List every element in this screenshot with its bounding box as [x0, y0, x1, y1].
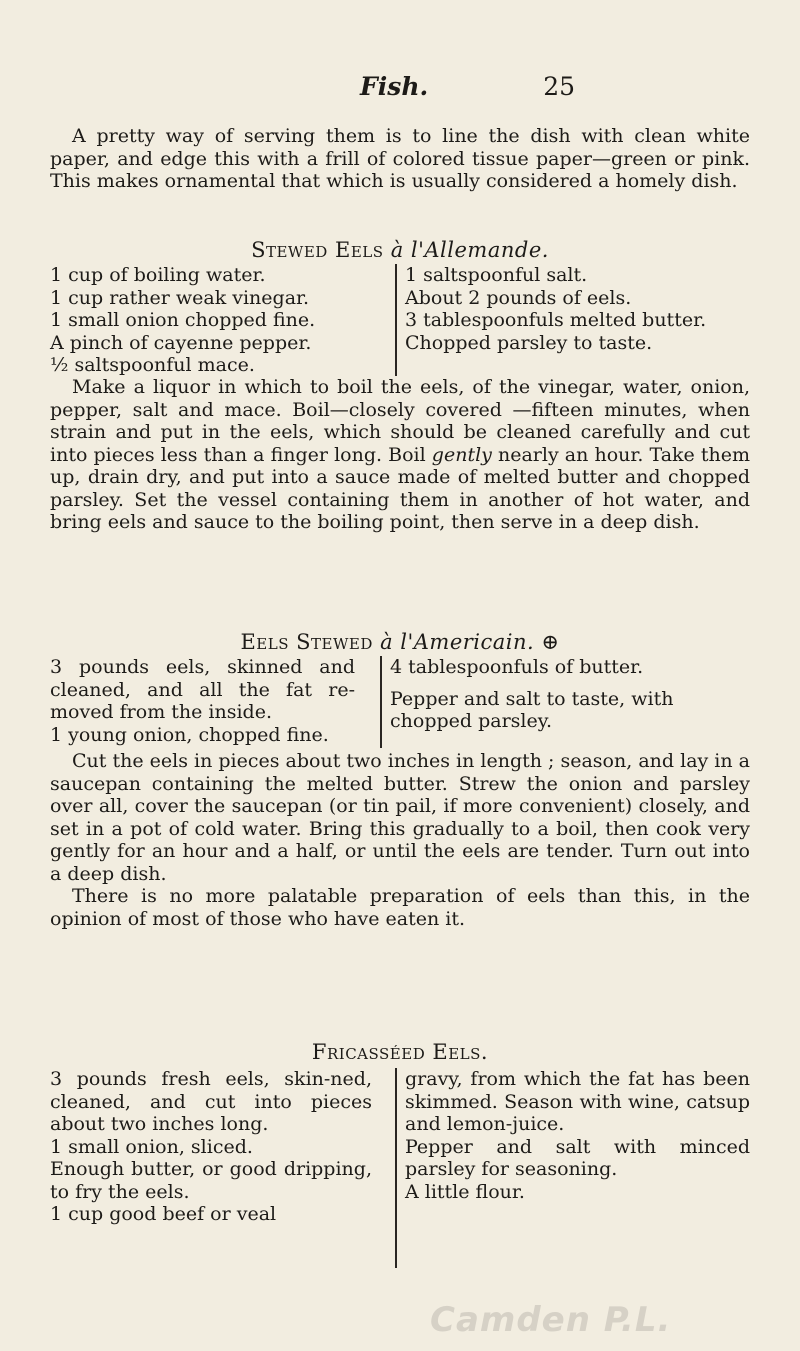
method-paragraph: Cut the eels in pieces about two inches in length ; season, and lay in a saucepan containing the melted butter. Strew the onion and parsley over all, cover the saucepan (or tin pail, if more convenient) closely, and set in a pot of cold water. Bring this gradually to a boil, then cook very gently for an hour and a half, or until the eels are tender. Turn out into a deep dish. [50, 750, 750, 885]
ingredient-item: 3 tablespoonfuls melted butter. [405, 309, 707, 331]
method-text: nearly an hour. Take them up, drain dry, and put into a sauce made of melted butter and chopped parsley. Set the vessel containing them in another of hot water, and bring eels and sauce to the boiling point, then serve in a deep dish. [50, 443, 751, 533]
recipe-title-main: Fricasséed Eels. [311, 1040, 489, 1064]
ingredient-item: Enough butter, or good dripping, to fry the eels. [50, 1158, 372, 1203]
method-paragraph: There is no more palatable preparation of eels than this, in the opinion of most of those who have eaten it. [50, 885, 750, 930]
ingredient-item: A little flour. [405, 1180, 525, 1203]
ingredients-fricasseed-eels [50, 1068, 750, 1278]
recipe-title-eels-stewed-americain [0, 630, 800, 654]
ingredient-item: ½ saltspoonful mace. [50, 354, 255, 376]
ingredients-right-column [395, 1068, 750, 1268]
recipe-title-italic: à l'Allemande. [390, 238, 549, 262]
ingredients-left-column [50, 264, 380, 377]
intro-paragraph: A pretty way of serving them is to line the dish with clean white paper, and edge this with a frill of colored tissue paper—green or pink. This makes ornamental that which is usually considered a homely dish. [50, 125, 750, 192]
ingredient-item: 1 young onion, chopped fine. [50, 723, 329, 746]
ingredient-item: Pepper and salt with minced parsley for seasoning. [405, 1135, 750, 1180]
ingredient-item: 1 cup of boiling water. [50, 264, 266, 286]
recipe-mark-icon: ⊕ [541, 630, 560, 654]
ingredient-item: Chopped parsley to taste. [405, 331, 653, 354]
method-text: Make a liquor in which to boil the eels, of the vinegar, water, onion, pepper, salt and mace. Boil—closely covered —fifteen minutes, when strain and put in the eels, which should be cleaned carefully and cut into pieces less than a finger long. Boil [50, 376, 750, 466]
ingredients-right-column [380, 656, 752, 748]
ingredients-eels-stewed-americain [50, 656, 750, 748]
recipe-title-stewed-eels-allemande [0, 238, 800, 262]
ingredient-item: 1 small onion, sliced. [50, 1135, 253, 1158]
ingredient-item: 1 saltspoonful salt. [405, 264, 588, 286]
method-stewed-eels-allemande [50, 376, 750, 534]
ingredient-item: Pepper and salt to taste, with chopped parsley. [390, 687, 674, 732]
page-number: 25 [543, 72, 575, 101]
ingredient-item: 1 cup good beef or veal [50, 1203, 277, 1225]
ingredient-item: A pinch of cayenne pepper. [50, 331, 312, 354]
ingredient-item: About 2 pounds of eels. [405, 286, 632, 309]
ingredient-item: 3 pounds fresh eels, skin-ned, cleaned, and cut into pieces about two inches long. [50, 1068, 372, 1135]
page-header [0, 72, 800, 112]
running-head: Fish. [360, 72, 429, 101]
ingredient-item: 4 tablespoonfuls of butter. [390, 656, 644, 678]
library-stamp: Camden P.L. [430, 1300, 672, 1340]
ingredients-left-column [50, 656, 355, 746]
recipe-title-main: Stewed Eels [251, 238, 384, 262]
ingredients-left-column [50, 1068, 372, 1226]
ingredient-item: gravy, from which the fat has been skimmed. Season with wine, catsup and lemon-juice. [405, 1068, 750, 1135]
ingredient-item: 1 cup rather weak vinegar. [50, 286, 310, 309]
ingredients-stewed-eels-allemande [50, 264, 750, 376]
ingredients-right-column [395, 264, 750, 376]
ingredient-item: 1 small onion chopped fine. [50, 309, 316, 331]
method-eels-stewed-americain [50, 750, 750, 930]
ingredient-item: 3 pounds eels, skinned and cleaned, and all the fat re-moved from the inside. [50, 656, 355, 723]
method-emphasis: gently [431, 443, 492, 466]
method-paragraph [50, 376, 750, 534]
recipe-title-fricasseed-eels [0, 1040, 800, 1064]
recipe-title-italic: à l'Americain. [380, 630, 535, 654]
recipe-title-main: Eels Stewed [240, 630, 373, 654]
